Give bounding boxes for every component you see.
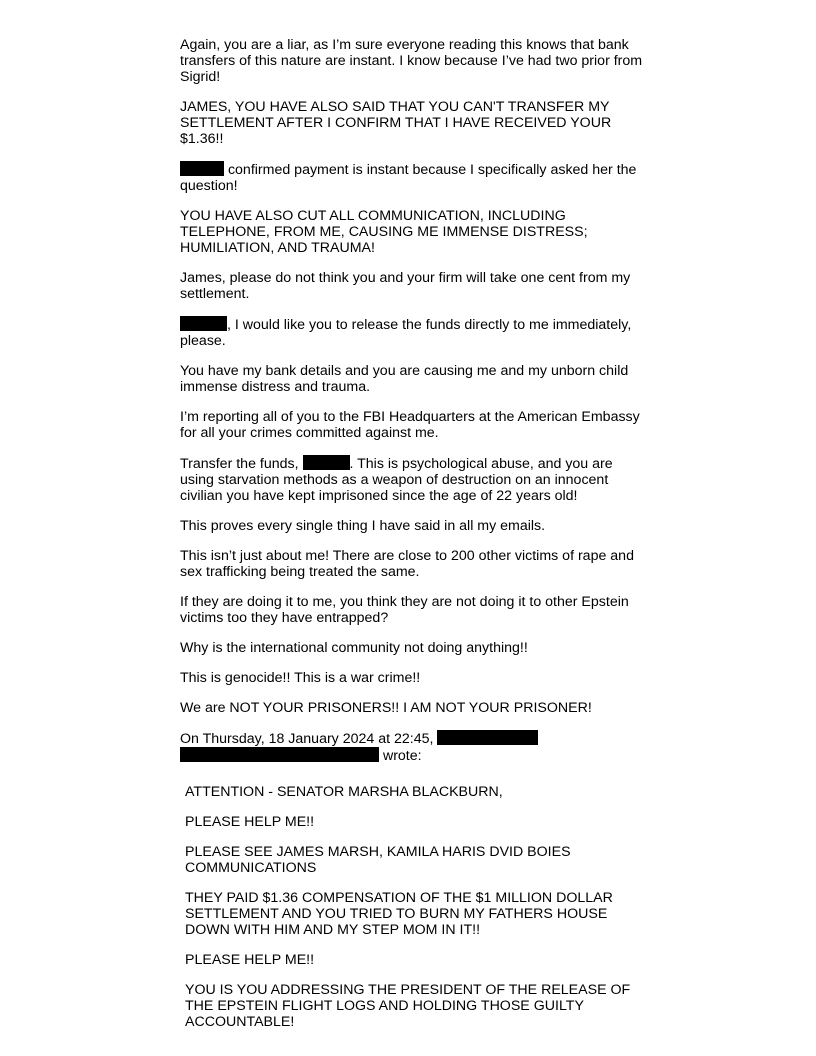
paragraph-other-victims: This isn’t just about me! There are close to 200 other victims of rape and sex trafficking being treated the same. [180,548,634,580]
reply-header-prefix: On Thursday, 18 January 2024 at 22:45, [180,731,438,747]
quoted-help-2: PLEASE HELP ME!! [185,952,315,968]
redaction-block [437,730,538,745]
quoted-message [180,784,650,1030]
quoted-compensation: THEY PAID $1.36 COMPENSATION OF THE $1 MILLION DOLLAR SETTLEMENT AND YOU TRIED TO BURN MY FATHERS HOUSE DOWN WITH HIM AND MY STEP MOM IN IT!! [185,890,613,938]
quoted-president: YOU IS YOU ADDRESSING THE PRESIDENT OF THE RELEASE OF THE EPSTEIN FLIGHT LOGS AND HOLDING THOSE GUILTY ACCOUNTABLE! [185,982,631,1030]
quoted-see-james: PLEASE SEE JAMES MARSH, KAMILA HARIS DVID BOIES COMMUNICATIONS [185,844,571,876]
redaction-block [180,316,227,331]
paragraph-prisoners: We are NOT YOUR PRISONERS!! I AM NOT YOUR PRISONER! [180,700,592,716]
paragraph-bank-details: You have my bank details and you are causing me and my unborn child immense distress and trauma. [180,363,629,395]
reply-header [180,730,650,764]
paragraph-transfer-funds [180,455,650,504]
redaction-block [303,455,350,470]
reply-header-suffix: wrote: [379,748,422,764]
paragraph-fbi-report: I’m reporting all of you to the FBI Headquarters at the American Embassy for all your crimes committed against me. [180,409,640,441]
paragraph-one-cent: James, please do not think you and your firm will take one cent from my settlement. [180,270,631,302]
redaction-block [180,747,379,762]
paragraph-text: Transfer the funds, [180,456,303,472]
paragraph-settlement-transfer: JAMES, YOU HAVE ALSO SAID THAT YOU CAN'T TRANSFER MY SETTLEMENT AFTER I CONFIRM THAT I HAVE RECEIVED YOUR $1.36!! [180,99,612,147]
paragraph-text: confirmed payment is instant because I specifically asked her the question! [180,162,637,194]
quoted-help-1: PLEASE HELP ME!! [185,814,315,830]
paragraph-release-funds [180,316,650,349]
redaction-block [180,161,224,176]
paragraph-text: . This is psychological abuse, and you are using starvation methods as a weapon of destruction on an innocent civilian you have kept imprisoned since the age of 22 years old! [180,456,613,504]
paragraph-liar: Again, you are a liar, as I’m sure everyone reading this knows that bank transfers of this nature are instant. I know because I’ve had two prior from Sigrid! [180,37,643,85]
quoted-attention: ATTENTION - SENATOR MARSHA BLACKBURN, [185,784,503,800]
paragraph-text: , I would like you to release the funds directly to me immediately, please. [180,317,632,349]
paragraph-international: Why is the international community not doing anything!! [180,640,528,656]
email-document [180,37,650,1044]
paragraph-confirmed-payment [180,161,650,194]
paragraph-epstein-victims: If they are doing it to me, you think they are not doing it to other Epstein victims too they have entrapped? [180,594,629,626]
paragraph-communication-cut: YOU HAVE ALSO CUT ALL COMMUNICATION, INCLUDING TELEPHONE, FROM ME, CAUSING ME IMMENSE DISTRESS; HUMILIATION, AND TRAUMA! [180,208,588,256]
paragraph-genocide: This is genocide!! This is a war crime!! [180,670,421,686]
paragraph-proves: This proves every single thing I have said in all my emails. [180,518,546,534]
